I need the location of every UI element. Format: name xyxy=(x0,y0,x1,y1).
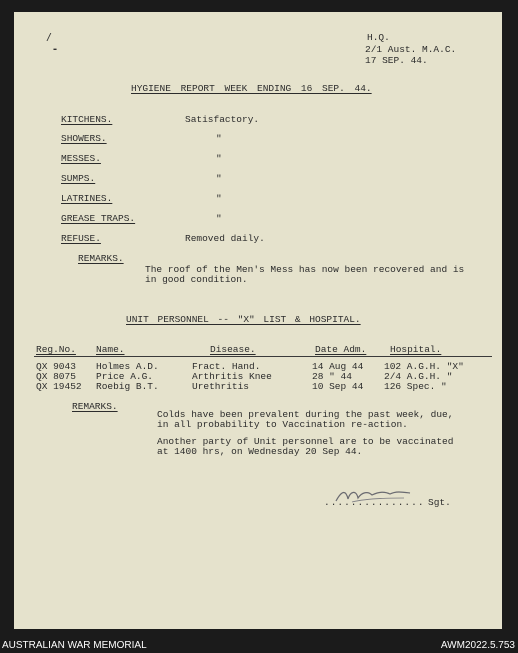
table-cell: Holmes A.D. xyxy=(96,361,159,372)
item-status-messes: " xyxy=(216,153,222,164)
table-cell: QX 8075 xyxy=(36,371,76,382)
remarks-label: REMARKS. xyxy=(72,401,118,412)
col-header-disease: Disease. xyxy=(210,344,256,355)
table-cell: Urethritis xyxy=(192,381,250,392)
table-cell: QX 19452 xyxy=(36,381,82,392)
table-cell: 2/4 A.G.H. " xyxy=(384,371,453,382)
margin-tick-mark: / xyxy=(46,32,53,43)
table-header-rule xyxy=(34,356,492,357)
item-label-refuse: REFUSE. xyxy=(61,233,101,244)
signature-rank: Sgt. xyxy=(428,497,451,508)
footer-institution: AUSTRALIAN WAR MEMORIAL xyxy=(2,640,147,651)
table-cell: 126 Spec. " xyxy=(384,381,447,392)
table-cell: 28 " 44 xyxy=(312,371,352,382)
table-cell: 14 Aug 44 xyxy=(312,361,364,372)
remarks-line: in all probability to Vaccination re-action. xyxy=(157,419,408,430)
report-title: HYGIENE REPORT WEEK ENDING 16 SEP. 44. xyxy=(131,83,372,94)
item-label-latrines: LATRINES. xyxy=(61,193,113,204)
header-unit: 2/1 Aust. M.A.C. xyxy=(365,44,457,55)
remarks-line: in good condition. xyxy=(145,274,248,285)
item-status-refuse: Removed daily. xyxy=(185,233,265,244)
item-status-sumps: " xyxy=(216,173,222,184)
footer-accession-number: AWM2022.5.753 xyxy=(440,640,515,651)
table-cell: Fract. Hand. xyxy=(192,361,261,372)
remarks-line: Another party of Unit personnel are to be vaccinated xyxy=(157,436,454,447)
item-label-sumps: SUMPS. xyxy=(61,173,96,184)
signature-line: ............... xyxy=(324,497,425,508)
table-cell: 102 A.G.H. "X" xyxy=(384,361,464,372)
item-label-showers: SHOWERS. xyxy=(61,133,107,144)
margin-dash-mark: - xyxy=(52,44,59,55)
item-label-messes: MESSES. xyxy=(61,153,101,164)
item-status-latrines: " xyxy=(216,193,222,204)
col-header-hospital: Hospital. xyxy=(390,344,442,355)
col-header-date-adm: Date Adm. xyxy=(315,344,367,355)
table-cell: Price A.G. xyxy=(96,371,154,382)
remarks-line: Colds have been prevalent during the past week, due, xyxy=(157,409,454,420)
table-cell: Roebig B.T. xyxy=(96,381,159,392)
item-status-showers: " xyxy=(216,133,222,144)
remarks-label: REMARKS. xyxy=(78,253,124,264)
item-status-kitchens: Satisfactory. xyxy=(185,114,260,125)
header-hq: H.Q. xyxy=(367,32,390,43)
table-cell: Arthritis Knee xyxy=(192,371,272,382)
col-header-reg-no: Reg.No. xyxy=(36,344,76,355)
col-header-name: Name. xyxy=(96,344,125,355)
item-status-grease-traps: " xyxy=(216,213,222,224)
table-cell: 10 Sep 44 xyxy=(312,381,364,392)
item-label-kitchens: KITCHENS. xyxy=(61,114,113,125)
remarks-line: The roof of the Men's Mess has now been recovered and is xyxy=(145,264,465,275)
table-cell: QX 9043 xyxy=(36,361,76,372)
personnel-section-title: UNIT PERSONNEL -- "X" LIST & HOSPITAL. xyxy=(126,314,361,325)
remarks-line: at 1400 hrs, on Wednesday 20 Sep 44. xyxy=(157,446,363,457)
item-label-grease-traps: GREASE TRAPS. xyxy=(61,213,136,224)
header-date: 17 SEP. 44. xyxy=(365,55,428,66)
